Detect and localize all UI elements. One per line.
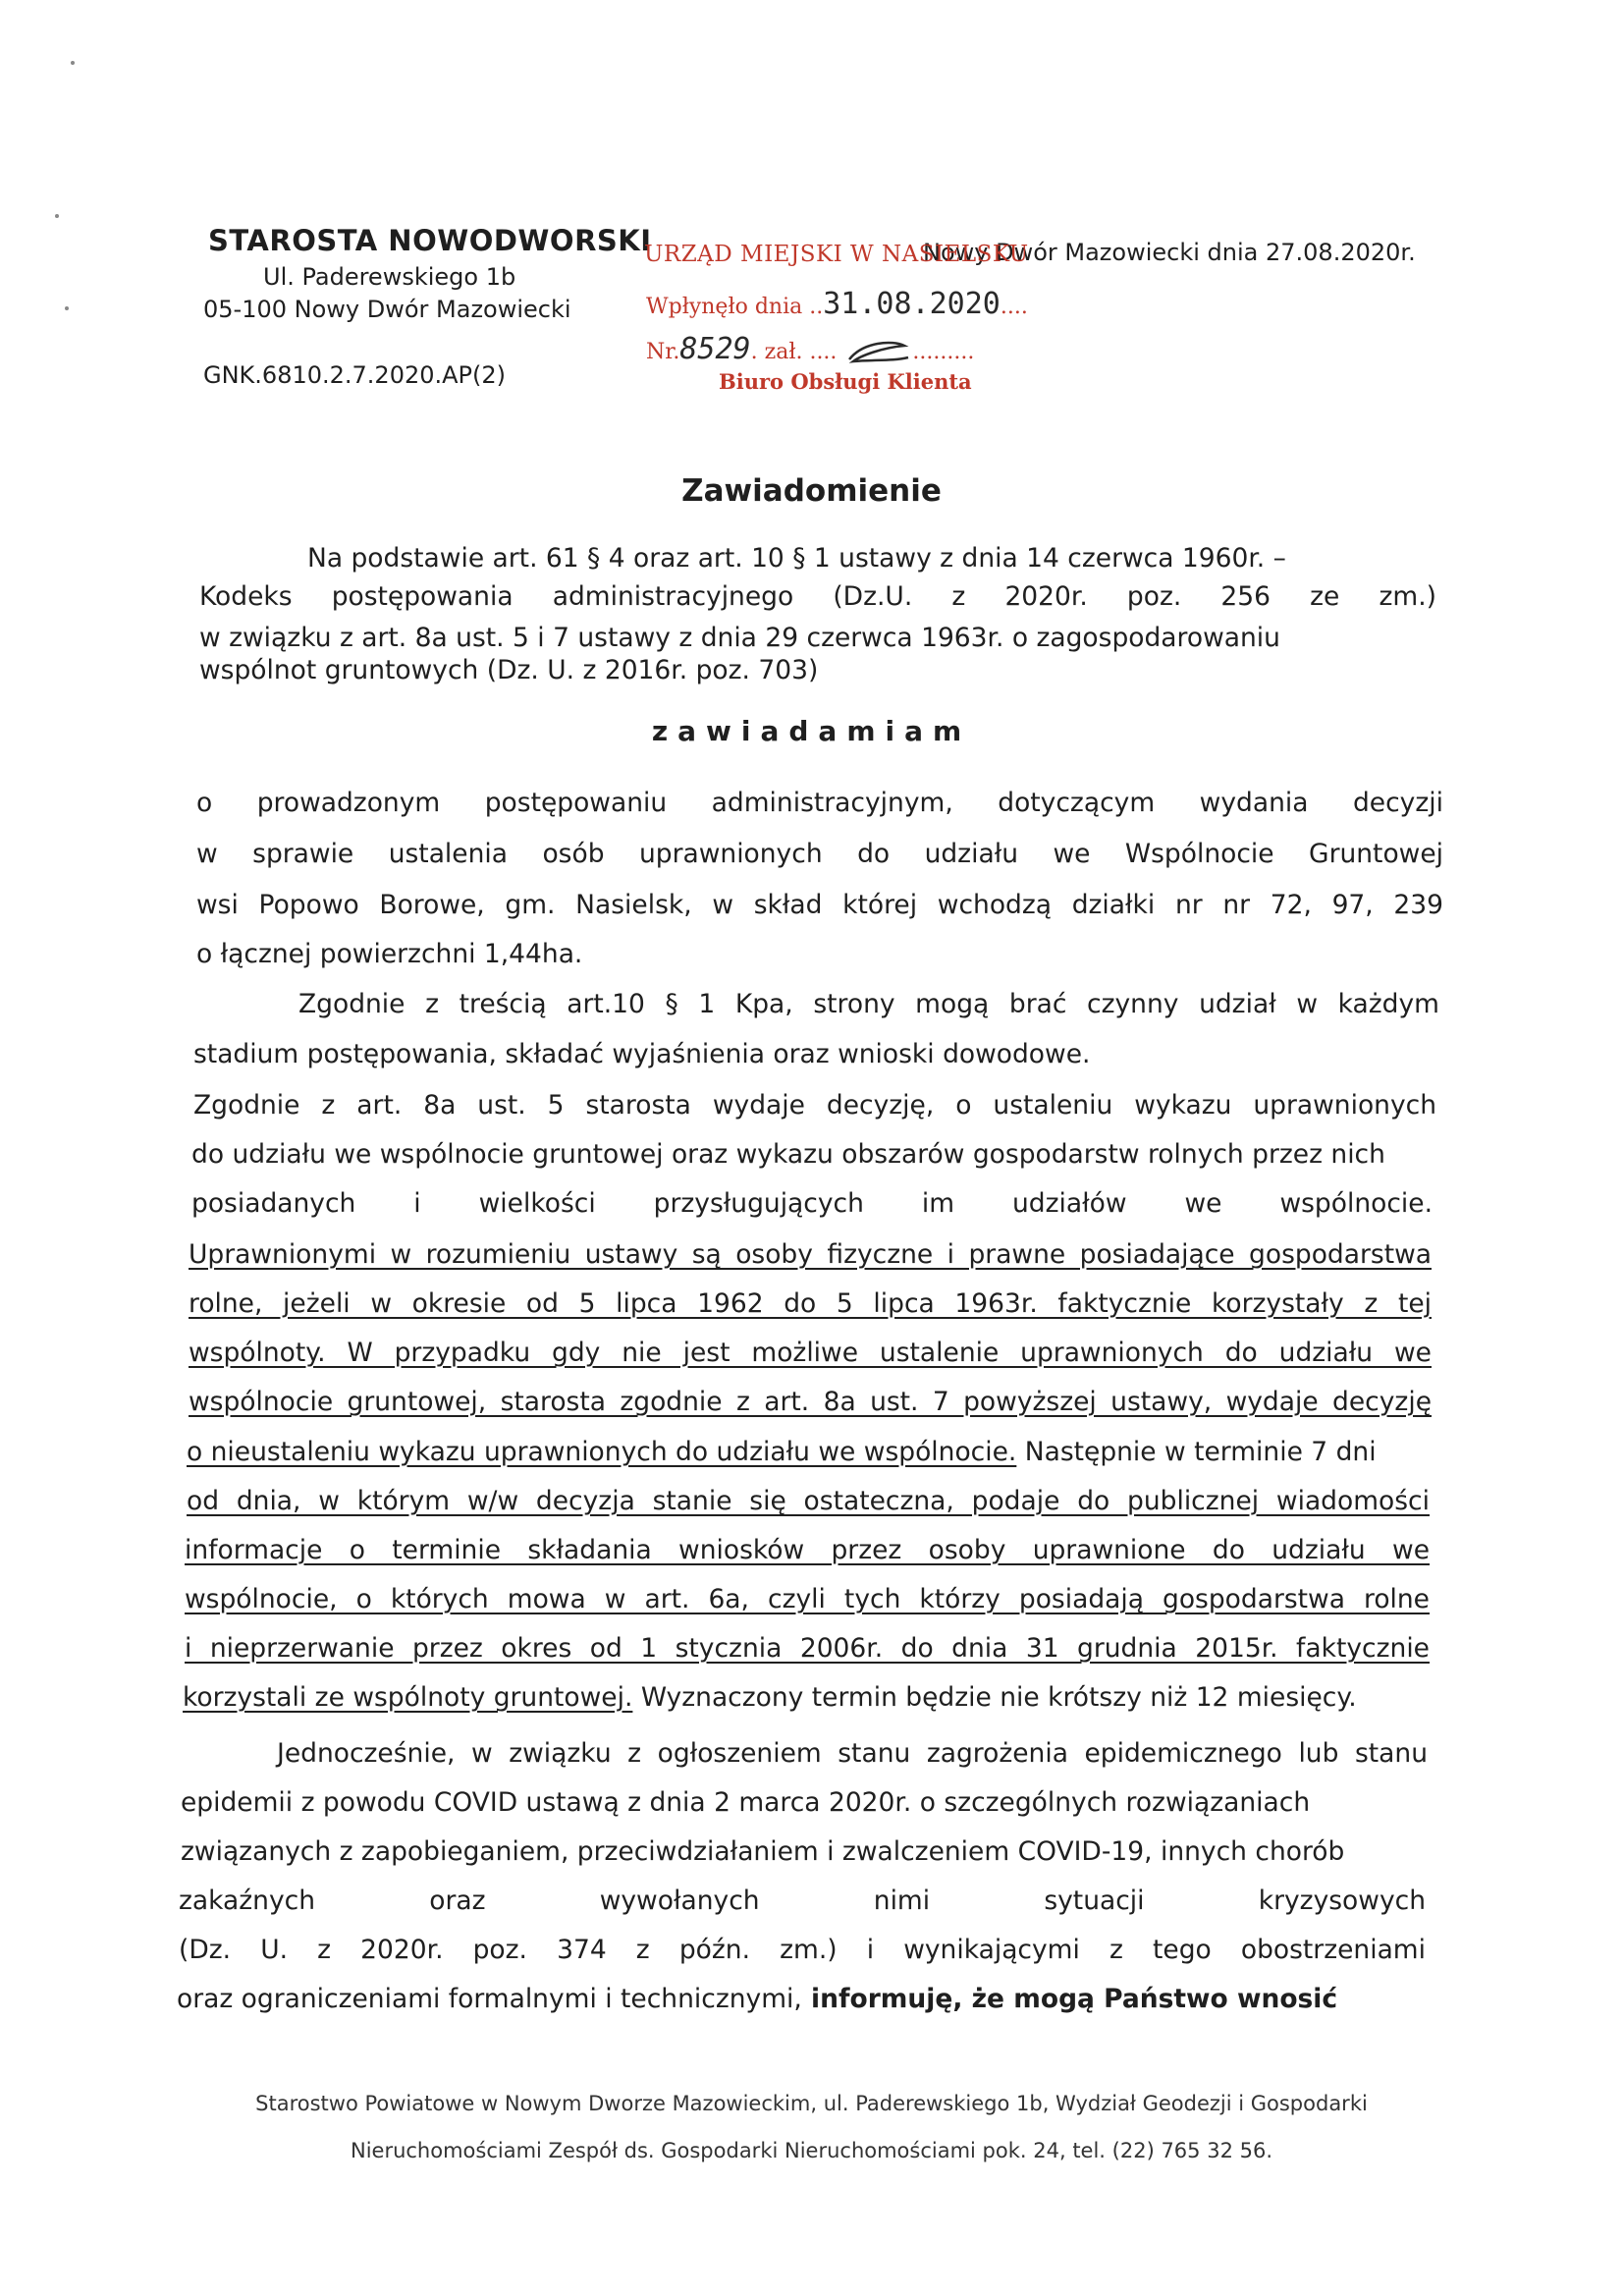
- intro-line: w związku z art. 8a ust. 5 i 7 ustawy z dnia 29 czerwca 1963r. o zagospodarowaniu: [199, 623, 1280, 653]
- body-line-underlined: korzystali ze wspólnoty gruntowej.: [183, 1682, 633, 1713]
- body-line-plain: Następnie w terminie 7 dni: [1016, 1437, 1377, 1467]
- scan-speck: [65, 306, 69, 310]
- reference-number: GNK.6810.2.7.2020.AP(2): [203, 361, 507, 389]
- received-stamp: [638, 234, 1041, 403]
- stamp-attachments-label: zał.: [764, 340, 803, 364]
- stamp-department: Biuro Obsługi Klienta: [719, 369, 972, 394]
- place-date: Nowy Dwór Mazowiecki dnia 27.08.2020r.: [923, 239, 1416, 266]
- stamp-received-row: Wpłynęło dnia ..31.08.2020....: [646, 287, 1028, 321]
- intro-line: wspólnot gruntowych (Dz. U. z 2016r. poz. 703): [199, 655, 819, 685]
- intro-line: Kodeks postępowania administracyjnego (Dz.U. z 2020r. poz. 256 ze zm.): [199, 581, 1436, 612]
- body-line: o łącznej powierzchni 1,44ha.: [196, 939, 583, 969]
- stamp-number-value: 8529: [679, 332, 751, 366]
- stamp-received-label: Wpłynęło dnia: [646, 295, 803, 319]
- body-line: wsi Popowo Borowe, gm. Nasielsk, w skład której wchodzą działki nr nr 72, 97, 239: [196, 890, 1443, 920]
- body-line-mixed: [183, 1682, 1357, 1713]
- body-line: w sprawie ustalenia osób uprawnionych do udziału we Wspólnocie Gruntowej: [196, 839, 1443, 869]
- intro-line: Na podstawie art. 61 § 4 oraz art. 10 § 1 ustawy z dnia 14 czerwca 1960r. –: [307, 543, 1286, 574]
- stamp-number-row: Nr.8529. zał. .... .........: [646, 332, 975, 366]
- body-line: o prowadzonym postępowaniu administracyjnym, dotyczącym wydania decyzji: [196, 788, 1443, 818]
- body-line-underlined: wspólnocie gruntowej, starosta zgodnie z art. 8a ust. 7 powyższej ustawy, wydaje decyzję: [189, 1387, 1432, 1417]
- body-line-plain: oraz ograniczeniami formalnymi i technicznymi,: [177, 1984, 802, 2014]
- body-line: Zgodnie z art. 8a ust. 5 starosta wydaje decyzję, o ustaleniu wykazu uprawnionych: [193, 1090, 1436, 1121]
- body-line: stadium postępowania, składać wyjaśnienia oraz wnioski dowodowe.: [193, 1039, 1091, 1069]
- body-line: (Dz. U. z 2020r. poz. 374 z późn. zm.) i wynikającymi z tego obostrzeniami: [179, 1935, 1426, 1965]
- signature-mark-icon: [843, 338, 912, 367]
- body-line: Zgodnie z treścią art.10 § 1 Kpa, strony mogą brać czynny udział w każdym: [298, 989, 1439, 1019]
- body-line-underlined: Uprawnionymi w rozumieniu ustawy są osoby fizyczne i prawne posiadające gospodarstwa: [189, 1239, 1432, 1270]
- body-line: posiadanych i wielkości przysługujących im udziałów we wspólnocie.: [191, 1188, 1433, 1219]
- sender-address-street: Ul. Paderewskiego 1b: [263, 263, 516, 291]
- body-line: Jednocześnie, w związku z ogłoszeniem stanu zagrożenia epidemicznego lub stanu: [277, 1738, 1428, 1769]
- body-line-underlined: i nieprzerwanie przez okres od 1 stycznia 2006r. do dnia 31 grudnia 2015r. faktycznie: [185, 1633, 1430, 1664]
- body-line-bold: informuję, że mogą Państwo wnosić: [801, 1984, 1338, 2014]
- body-line-underlined: informacje o terminie składania wniosków przez osoby uprawnione do udziału we: [185, 1535, 1430, 1565]
- body-line-underlined: o nieustaleniu wykazu uprawnionych do udziału we wspólnocie.: [187, 1437, 1017, 1467]
- notify-heading: zawiadamiam: [651, 715, 972, 747]
- body-line: epidemii z powodu COVID ustawą z dnia 2 marca 2020r. o szczególnych rozwiązaniach: [181, 1787, 1311, 1818]
- footer-line: Nieruchomościami Zespół ds. Gospodarki Nieruchomościami pok. 24, tel. (22) 765 32 56.: [350, 2139, 1272, 2162]
- stamp-office: URZĄD MIEJSKI W NASIELSKU: [644, 242, 1029, 267]
- body-line: zakaźnych oraz wywołanych nimi sytuacji kryzysowych: [179, 1886, 1426, 1916]
- sender-address-city: 05-100 Nowy Dwór Mazowiecki: [203, 296, 571, 323]
- scan-speck: [55, 214, 59, 218]
- stamp-number-label: Nr: [646, 340, 674, 364]
- body-line-underlined: rolne, jeżeli w okresie od 5 lipca 1962 do 5 lipca 1963r. faktycznie korzystały z tej: [189, 1288, 1432, 1319]
- body-line-plain: Wyznaczony termin będzie nie krótszy niż 12 miesięcy.: [632, 1682, 1357, 1713]
- document-title: Zawiadomienie: [681, 473, 942, 509]
- body-line-underlined: wspólnoty. W przypadku gdy nie jest możliwe ustalenie uprawnionych do udziału we: [189, 1338, 1432, 1368]
- body-line-mixed: [177, 1984, 1337, 2014]
- stamp-received-date: 31.08.2020: [823, 287, 1001, 321]
- scan-speck: [71, 61, 75, 65]
- body-line-underlined: od dnia, w którym w/w decyzja stanie się ostateczna, podaje do publicznej wiadomości: [187, 1486, 1430, 1516]
- sender-authority: STAROSTA NOWODWORSKI: [208, 224, 652, 257]
- body-line: związanych z zapobieganiem, przeciwdziałaniem i zwalczeniem COVID-19, innych chorób: [181, 1836, 1345, 1867]
- footer-line: Starostwo Powiatowe w Nowym Dworze Mazowieckim, ul. Paderewskiego 1b, Wydział Geodezji i Gospodarki: [255, 2092, 1368, 2115]
- body-line-underlined: wspólnocie, o których mowa w art. 6a, czyli tych którzy posiadają gospodarstwa rolne: [185, 1584, 1430, 1614]
- body-line: do udziału we wspólnocie gruntowej oraz wykazu obszarów gospodarstw rolnych przez nich: [191, 1139, 1385, 1170]
- body-line-mixed: [187, 1437, 1377, 1467]
